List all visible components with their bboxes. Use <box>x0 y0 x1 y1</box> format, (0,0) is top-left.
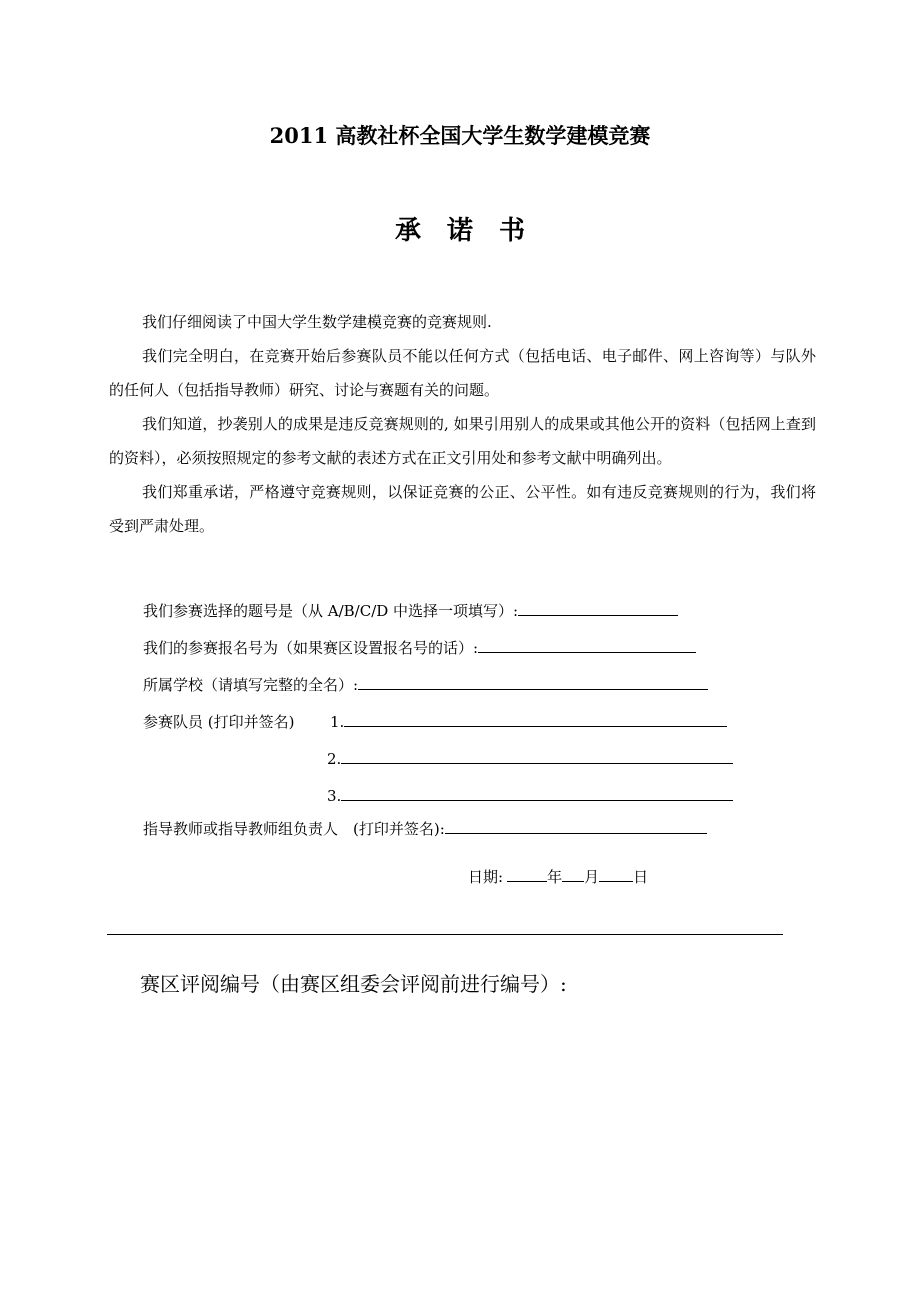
date-label: 日期: <box>468 868 504 886</box>
section-divider <box>107 934 783 935</box>
member-3-field[interactable] <box>341 785 733 801</box>
year-label: 年 <box>547 868 563 886</box>
problem-choice-row <box>143 600 678 621</box>
pledge-paragraph-1: 我们仔细阅读了中国大学生数学建模竞赛的竞赛规则. <box>142 313 492 331</box>
member-1-field[interactable] <box>344 711 727 727</box>
day-label: 日 <box>633 868 649 886</box>
member-1-number: 1. <box>330 713 345 731</box>
month-label: 月 <box>584 868 600 886</box>
team-member-row-1 <box>143 711 727 732</box>
month-field[interactable] <box>562 866 584 882</box>
school-label: 所属学校（请填写完整的全名）: <box>143 676 359 694</box>
advisor-label: 指导教师或指导教师组负责人 (打印并签名): <box>143 820 445 838</box>
advisor-field[interactable] <box>445 818 707 834</box>
problem-choice-field[interactable] <box>518 600 678 616</box>
year-field[interactable] <box>507 866 547 882</box>
team-member-row-2 <box>327 748 733 769</box>
pledge-paragraph-4: 我们郑重承诺，严格遵守竞赛规则，以保证竞赛的公正、公平性。如有违反竞赛规则的行为，我们将受到严肃处理。 <box>109 483 816 535</box>
member-2-field[interactable] <box>341 748 733 764</box>
pledge-paragraph-2: 我们完全明白，在竞赛开始后参赛队员不能以任何方式（包括电话、电子邮件、网上咨询等）与队外的任何人（包括指导教师）研究、讨论与赛题有关的问题。 <box>109 347 816 399</box>
registration-no-row <box>143 637 696 658</box>
registration-no-field[interactable] <box>478 637 696 653</box>
team-member-row-3 <box>327 785 733 806</box>
member-2-number: 2. <box>327 750 342 768</box>
date-row <box>468 866 648 887</box>
review-number-label: 赛区评阅编号（由赛区组委会评阅前进行编号）: <box>140 972 567 996</box>
member-3-number: 3. <box>327 787 342 805</box>
school-row <box>143 674 708 695</box>
pledge-paragraph-3: 我们知道，抄袭别人的成果是违反竞赛规则的, 如果引用别人的成果或其他公开的资料（包括网上查到的资料），必须按照规定的参考文献的表述方式在正文引用处和参考文献中明确列出。 <box>109 415 816 467</box>
advisor-row <box>143 818 707 839</box>
team-members-label: 参赛队员 (打印并签名) <box>143 713 295 731</box>
registration-no-label: 我们的参赛报名号为（如果赛区设置报名号的话）: <box>143 639 479 657</box>
school-field[interactable] <box>358 674 708 690</box>
page-title: 2011 高教社杯全国大学生数学建模竞赛 <box>269 123 651 148</box>
problem-choice-label: 我们参赛选择的题号是（从 A/B/C/D 中选择一项填写）: <box>143 602 519 620</box>
day-field[interactable] <box>599 866 633 882</box>
pledge-body <box>109 305 816 543</box>
pledge-heading: 承诺书 <box>394 216 551 246</box>
